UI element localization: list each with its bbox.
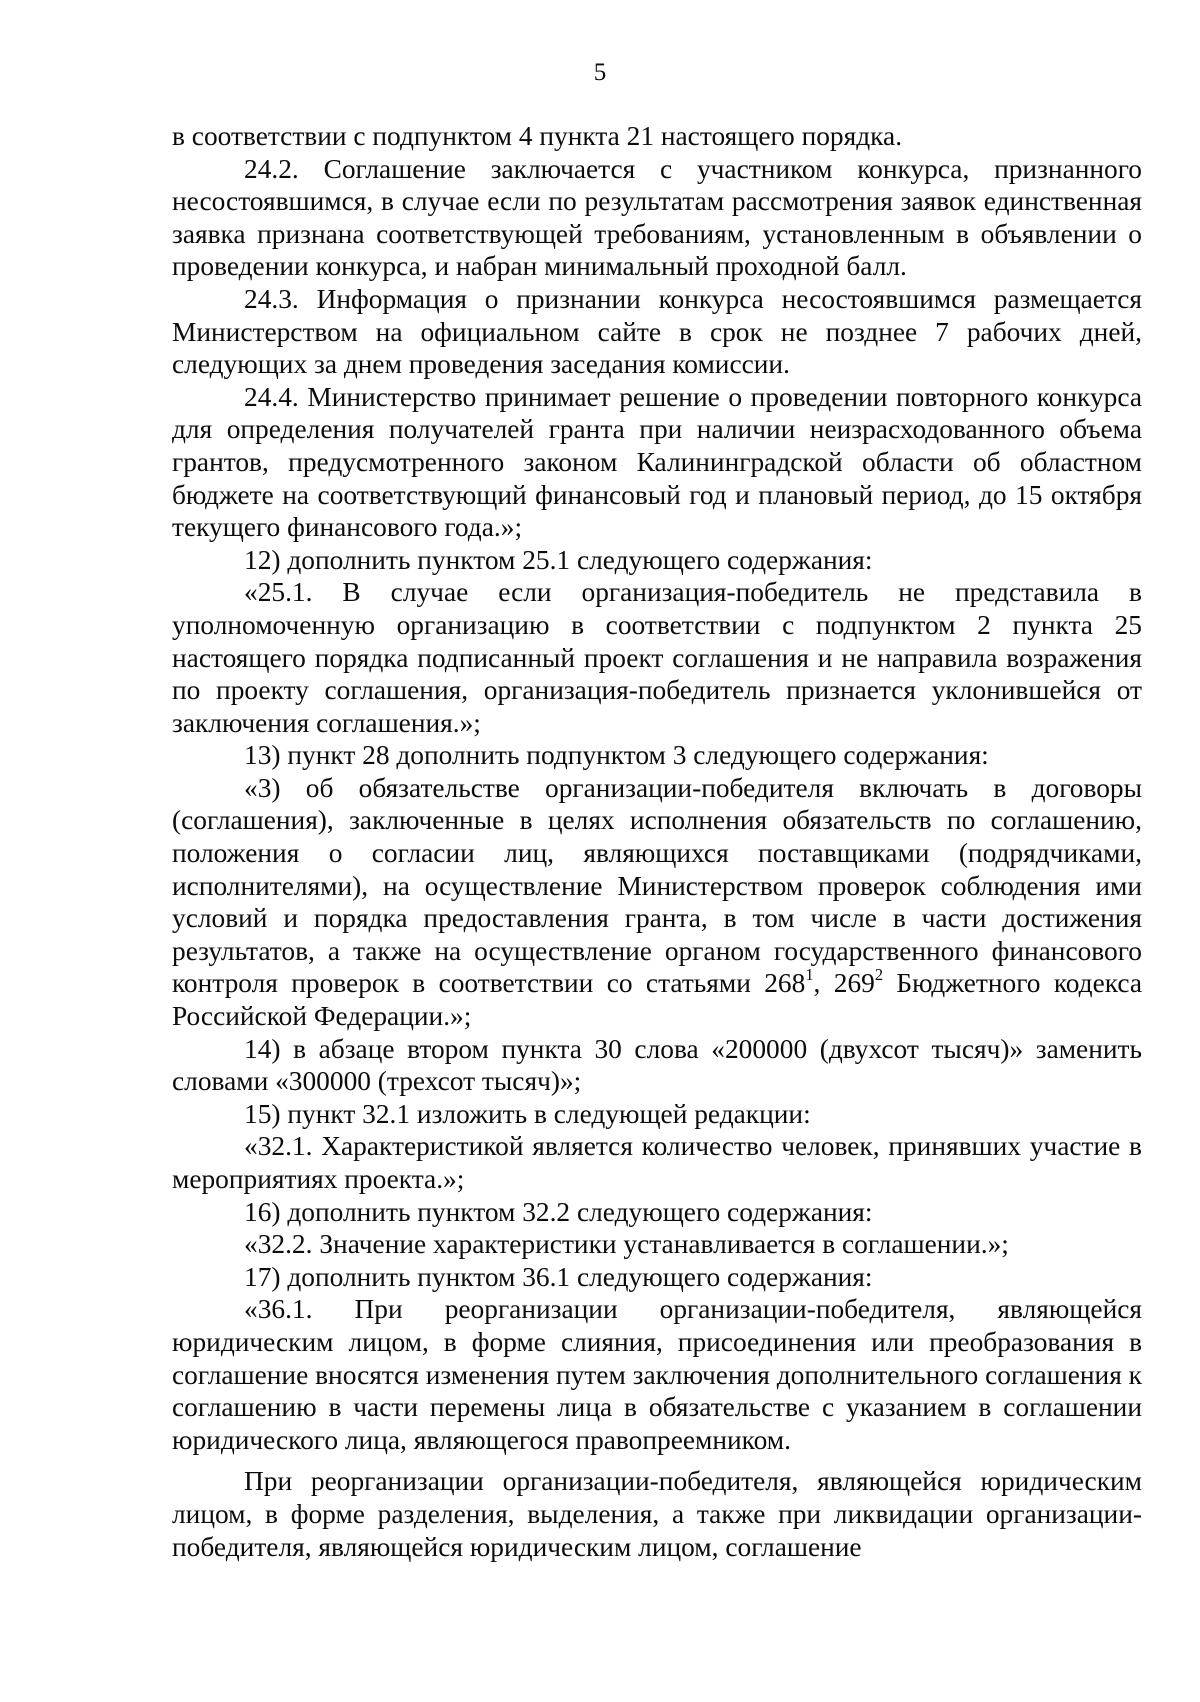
subitem-3-article: , 269: [813, 968, 875, 999]
superscript-2: 2: [874, 965, 884, 985]
paragraph-24-3: 24.3. Информация о признании конкурса несостоявшимся размещается Министерством на официальном сайте в срок не позднее 7 рабочих дней, следующих за днем проведения заседания комиссии.: [172, 283, 1142, 380]
paragraph-continuation: в соответствии с подпунктом 4 пункта 21 настоящего порядка.: [172, 121, 903, 151]
paragraph-item-13: 13) пункт 28 дополнить подпунктом 3 следующего содержания:: [244, 740, 989, 771]
paragraph-subitem-3: [172, 772, 1142, 1033]
paragraph-32-1: «32.1. Характеристикой является количество человек, принявших участие в мероприятиях проекта.»;: [172, 1131, 1142, 1194]
paragraph-reorganization: При реорганизации организации-победителя, являющейся юридическим лицом, в форме разделения, выделения, а также при ликвидации организации-победителя, являющейся юридическим лицом, соглашение: [172, 1466, 1142, 1562]
paragraph-item-14: 14) в абзаце втором пункта 30 слова «200000 (двухсот тысяч)» заменить словами «300000 (трехсот тысяч)»;: [172, 1033, 1142, 1097]
document-body: [172, 120, 1142, 1563]
paragraph-item-15: 15) пункт 32.1 изложить в следующей редакции:: [244, 1098, 811, 1129]
paragraph-item-16: 16) дополнить пунктом 32.2 следующего содержания:: [244, 1196, 873, 1227]
paragraph-36-1: «36.1. При реорганизации организации-победителя, являющейся юридическим лицом, в форме слияния, присоединения или преобразования в соглашение вносятся изменения путем заключения дополнительного соглашения к соглашению в части перемены лица в обязательстве с указанием в соглашении юридического лица, являющегося правопреемником.: [172, 1294, 1142, 1455]
page-number: 5: [593, 59, 607, 86]
paragraph-item-12: 12) дополнить пунктом 25.1 следующего содержания:: [244, 544, 873, 575]
superscript-1: 1: [805, 965, 814, 985]
paragraph-24-4: 24.4. Министерство принимает решение о проведении повторного конкурса для определения получателей гранта при наличии неизрасходованного объема грантов, предусмотренного законом Калининградской области об областном бюджете на соответствующий финансовый год и плановый период, до 15 октября текущего финансового года.»;: [172, 381, 1142, 543]
paragraph-24-2: 24.2. Соглашение заключается с участником конкурса, признанного несостоявшимся, в случае если по результатам рассмотрения заявок единственная заявка признана соответствующей требованиям, установленным в объявлении о проведении конкурса, и набран минимальный проходной балл.: [172, 153, 1142, 282]
paragraph-32-2: «32.2. Значение характеристики устанавливается в соглашении.»;: [244, 1229, 1009, 1260]
subitem-3-text: «3) об обязательстве организации-победителя включать в договоры (соглашения), заключенные в целях исполнения обязательств по соглашению, положения о согласии лиц, являющихся поставщиками (подрядчиками, исполнителями), на осуществление Министерством проверок соблюдения ими условий и порядка предоставления гранта, в том числе в части достижения результатов, а также на осуществление органом государственного финансового контроля проверок в соответствии со статьями 268: [172, 772, 1142, 999]
paragraph-25-1: «25.1. В случае если организация-победитель не представила в уполномоченную организацию в соответствии с подпунктом 2 пункта 25 настоящего порядка подписанный проект соглашения и не направила возражения по проекту соглашения, организация-победитель признается уклонившейся от заключения соглашения.»;: [172, 577, 1142, 738]
paragraph-item-17: 17) дополнить пунктом 36.1 следующего содержания:: [244, 1261, 873, 1292]
subitem-3-ending: Бюджетного кодекса Российской Федерации.»;: [172, 968, 1143, 1032]
